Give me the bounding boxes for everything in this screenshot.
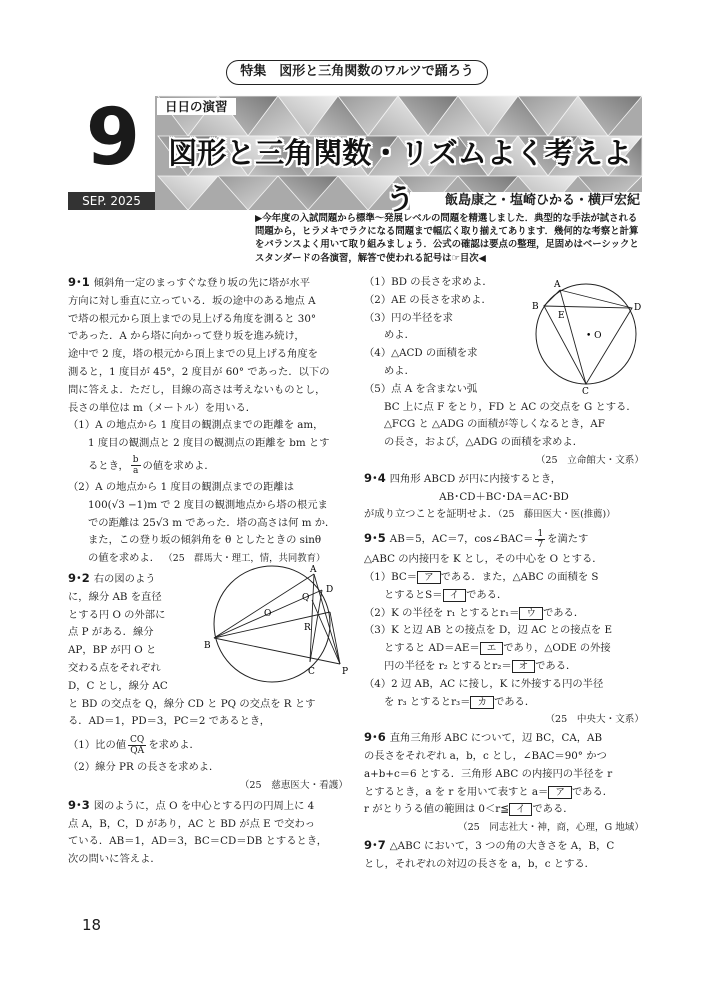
question-line: である． bbox=[542, 606, 585, 619]
label-d: D bbox=[326, 584, 334, 595]
label-q: Q bbox=[302, 592, 310, 603]
text-line: 交わる点をそれぞれ bbox=[68, 661, 161, 674]
label-b: B bbox=[532, 302, 539, 312]
question-line: である．また，△ABC の面積を S bbox=[440, 570, 599, 583]
text-line: 長さの単位は m（メートル）を用いる． bbox=[68, 401, 257, 414]
text-line: AB＝5，AC＝7，cos∠BAC＝ bbox=[389, 533, 534, 546]
question-line: BC 上に点 F をとり，FD と AC の交点を G とする． bbox=[384, 400, 637, 413]
text-line: 途中で 2 度，塔の根元から頂上までの見上げる角度を bbox=[68, 348, 318, 361]
problem-9-5 bbox=[364, 526, 644, 729]
problem-number: 9･5 bbox=[364, 531, 386, 546]
text-line: 傾斜角一定のまっすぐな登り坂の先に塔が水平 bbox=[93, 277, 310, 289]
question-line: 1 度目の観測点と 2 度目の観測点の距離を bm とす bbox=[88, 437, 330, 450]
problem-number: 9･6 bbox=[364, 730, 386, 745]
question-line: を求めよ． bbox=[148, 739, 200, 752]
problem-9-3-questions bbox=[364, 274, 644, 470]
question-line: とするとS＝ bbox=[384, 588, 443, 601]
problem-number: 9･3 bbox=[68, 797, 90, 812]
question-line: （5）点 A を含まない弧 bbox=[364, 382, 478, 395]
text-line: である． bbox=[571, 785, 614, 798]
problem-number: 9･2 bbox=[68, 570, 90, 585]
fraction-one-seventh: $\frac{1}{7}$ bbox=[537, 528, 544, 550]
question-line: （4）2 辺 AB，AC に接し，K に外接する円の半径 bbox=[364, 677, 604, 690]
text-line: とし，それぞれの対辺の長さを a，b，c とする． bbox=[364, 857, 595, 870]
figure-9-2 bbox=[202, 564, 350, 682]
label-o: • O bbox=[586, 331, 602, 341]
problem-9-1 bbox=[68, 274, 348, 568]
question-line: での距離は 25√3 m であった．塔の高さは何 m か． bbox=[88, 516, 336, 529]
answer-box-ka: カ bbox=[470, 696, 494, 709]
source: （25 中央大・文系） bbox=[545, 714, 644, 726]
equation: AB･CD＋BC･DA＝AC･BD bbox=[439, 490, 569, 503]
question-line: 100(√3 −1)m で 2 度目の観測地点から塔の根元ま bbox=[88, 498, 328, 511]
text-line: の値を求めよ． bbox=[142, 459, 215, 472]
text-line: であった．A から塔に向かって登り坂を進み続け， bbox=[68, 330, 305, 343]
text-line: ている．AB＝1，AD＝3，BC＝CD＝DB とするとき， bbox=[68, 835, 328, 848]
source: （25 藤田医大・医(推薦)） bbox=[497, 509, 616, 521]
question-line: （2）A の地点から 1 度目の観測点までの距離は bbox=[68, 480, 294, 493]
circle-o bbox=[214, 566, 330, 682]
question-line: （1）A の地点から 1 度目の観測点までの距離を am， bbox=[68, 419, 324, 432]
text-line: 右の図のよう bbox=[93, 572, 156, 585]
question-line: を r₃ とするとr₃＝ bbox=[384, 695, 471, 708]
text-line: とするとき，a を r を用いて表すと a＝ bbox=[364, 785, 549, 798]
question-line: （2）線分 PR の長さを求めよ． bbox=[68, 761, 220, 774]
answer-box-o: オ bbox=[512, 660, 536, 673]
question-line: （1）BC＝ bbox=[364, 570, 418, 583]
question-line: とすると AD＝AE＝ bbox=[384, 642, 480, 655]
fraction-cq-over-qa: $\frac{CQ}{QA}$ bbox=[130, 734, 145, 756]
label-c: C bbox=[308, 666, 315, 677]
text-line: である． bbox=[532, 803, 574, 816]
text-line: るとき， bbox=[88, 459, 129, 472]
text-line: 点 A，B，C，D があり，AC と BD が点 E で交わっ bbox=[68, 817, 316, 830]
page-number: 18 bbox=[82, 916, 102, 934]
text-line: 問に答えよ．ただし，目線の高さは考えないものとし， bbox=[68, 383, 326, 396]
text-line: を満たす bbox=[547, 533, 589, 546]
text-line: 次の問いに答えよ． bbox=[68, 853, 161, 866]
text-line: る．AD＝1，PD＝3，PC＝2 であるとき， bbox=[68, 715, 271, 728]
label-e: E bbox=[558, 311, 565, 321]
question-line: 円の半径を r₂ とするとr₂＝ bbox=[384, 659, 512, 672]
text-line: で塔の根元から頂上までの見上げる角度を測ると 30° bbox=[68, 312, 317, 325]
label-o: O bbox=[264, 608, 272, 619]
text-line: と BD の交点を Q，線分 CD と PQ の交点を R とす bbox=[68, 697, 316, 710]
label-d: D bbox=[634, 303, 642, 313]
answer-box-a: ア bbox=[548, 786, 572, 799]
text-line: r がとりうる値の範囲は 0＜r≦ bbox=[364, 803, 509, 816]
question-line: （2）AE の長さを求めよ． bbox=[364, 293, 492, 306]
answer-box-a: ア bbox=[417, 571, 441, 584]
text-line: 方向に対し垂直に立っている．坂の途中のある地点 A bbox=[68, 294, 316, 307]
problem-9-4 bbox=[364, 470, 644, 524]
question-line: であり，△ODE の外接 bbox=[503, 642, 611, 655]
problem-9-3 bbox=[68, 797, 348, 869]
page-title: 図形と三角関数・リズムよく考えよう bbox=[168, 136, 632, 216]
question-line: である． bbox=[493, 695, 536, 708]
feature-banner: 特集 図形と三角関数のワルツで踊ろう bbox=[226, 60, 488, 85]
issue-date: SEP. 2025 bbox=[68, 192, 155, 210]
question-line: （1）比の値 bbox=[68, 739, 127, 752]
left-column bbox=[68, 274, 348, 869]
source: （25 同志社大・神，商，心理，G 地域） bbox=[457, 822, 644, 834]
fraction-b-over-a: $\frac{b}{a}$ bbox=[132, 455, 139, 477]
label-a: A bbox=[310, 564, 317, 575]
source: （25 慈恵医大・看護） bbox=[239, 779, 348, 791]
label-r: R bbox=[304, 622, 311, 633]
problem-number: 9･1 bbox=[68, 275, 90, 289]
answer-box-i: イ bbox=[509, 803, 533, 816]
authors: 飯島康之・塩崎ひかる・横戸宏紀 bbox=[444, 193, 640, 208]
question-line: の長さ，および，△ADG の面積を求めよ． bbox=[384, 436, 584, 449]
problem-9-2 bbox=[68, 564, 349, 795]
question-line: めよ． bbox=[384, 329, 415, 342]
question-line: （3）円の半径を求 bbox=[364, 311, 453, 324]
intro-text: ▶今年度の入試問題から標準～発展レベルの問題を精選しました．典型的な手法が試される問題から，ヒラメキでラクになる問題まで幅広く取り揃えてあります．幾何的な考察と計算をバランスよく用いて取り組みましょう．公式の確認は要点の整理，足固めはベーシックとスタンダードの各演習，解答で使われる記号は☞目次◀ bbox=[255, 213, 639, 264]
label-a: A bbox=[554, 280, 561, 290]
text-line: △ABC において，3 つの角の大きさを A，B，C bbox=[389, 839, 615, 852]
text-line: 点 P がある．線分 bbox=[68, 626, 154, 639]
text-line: の長さをそれぞれ a，b，c とし，∠BAC＝90° かつ bbox=[364, 749, 607, 762]
question-line: （2）K の半径を r₁ とするとr₁＝ bbox=[364, 606, 520, 619]
text-line: に，線分 AB を直径 bbox=[68, 590, 162, 603]
figure-9-3 bbox=[530, 276, 642, 397]
question-line: また，この登り坂の傾斜角を θ としたときの sinθ bbox=[88, 534, 322, 547]
problem-number: 9･7 bbox=[364, 837, 386, 852]
problem-9-7 bbox=[364, 837, 644, 874]
question-line: （3）K と辺 AB との接点を D，辺 AC との接点を E bbox=[364, 624, 612, 637]
question-line: （1）BD の長さを求めよ． bbox=[364, 276, 493, 288]
question-line: の値を求めよ． bbox=[88, 552, 161, 565]
answer-box-i: イ bbox=[443, 589, 467, 602]
answer-box-u: ウ bbox=[519, 607, 543, 620]
question-line: （4）△ACD の面積を求 bbox=[364, 347, 478, 360]
answer-box-e: エ bbox=[480, 642, 504, 655]
text-line: 測ると，1 度目が 45°，2 度目が 60° であった．以下の bbox=[68, 365, 330, 378]
right-column bbox=[364, 274, 644, 874]
label-b: B bbox=[204, 640, 211, 651]
text-line: 図のように，点 O を中心とする円の円周上に 4 bbox=[93, 799, 315, 812]
issue-number: 9 bbox=[85, 93, 141, 183]
source: （25 立命館大・文系） bbox=[535, 454, 644, 466]
text-line: が成り立つことを証明せよ． bbox=[364, 508, 498, 521]
question-line: △FCG と △ADG の面積が等しくなるとき，AF bbox=[384, 418, 605, 431]
text-line: △ABC の内接円を K とし，その中心を O とする． bbox=[364, 553, 603, 566]
problem-9-6 bbox=[364, 729, 644, 837]
problem-number: 9･4 bbox=[364, 470, 386, 485]
label-c: C bbox=[582, 387, 589, 397]
label-p: P bbox=[342, 666, 349, 677]
text-line: D，C とし，線分 AC bbox=[68, 679, 168, 692]
text-line: 直角三角形 ABC について，辺 BC，CA，AB bbox=[389, 732, 603, 745]
text-line: AP，BP が円 O と bbox=[68, 644, 157, 657]
question-line: である． bbox=[535, 659, 577, 672]
text-line: a+b+c＝6 とする．三角形 ABC の内接円の半径を r bbox=[364, 767, 613, 780]
question-line: めよ． bbox=[384, 364, 415, 377]
text-line: 四角形 ABCD が円に内接するとき， bbox=[389, 472, 562, 485]
source: （25 群馬大・理工，情，共同教育） bbox=[168, 553, 326, 565]
text-line: とする円 O の外部に bbox=[68, 608, 166, 621]
section-label: 日日の演習 bbox=[157, 98, 236, 115]
question-line: である． bbox=[466, 588, 508, 601]
